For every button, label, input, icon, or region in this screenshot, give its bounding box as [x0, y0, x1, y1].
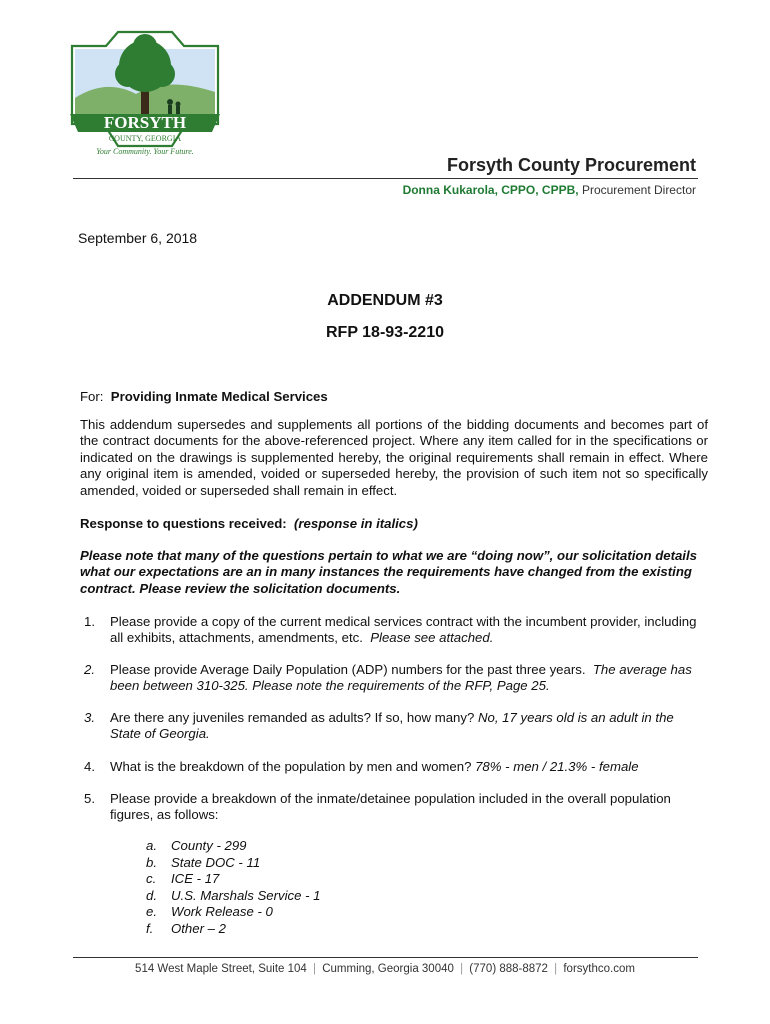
item-text: U.S. Marshals Service - 1 [171, 887, 321, 903]
answer-text: No, 17 years old is an adult in the State of Georgia. [110, 710, 674, 742]
notice-paragraph: Please note that many of the questions pertain to what we are “doing now”, our solicitation details what our expectations are an in many instances the requirements have changed from the existing contract. Please review the solicitation documents. [80, 548, 697, 596]
footer-separator: | [460, 963, 464, 975]
footer-divider [73, 957, 698, 958]
footer-city: Cumming, Georgia 30040 [322, 963, 454, 975]
question-text: Please provide Average Daily Population (ADP) numbers for the past three years. [110, 662, 586, 677]
list-item [146, 921, 321, 938]
breakdown-list [146, 838, 321, 938]
for-label: For: [80, 389, 104, 404]
for-line [80, 389, 708, 405]
list-item [146, 871, 321, 888]
answer-text: Please see attached. [370, 630, 494, 646]
question-text: Please provide a breakdown of the inmate/detainee population included in the overall population figures, as follows: [110, 791, 671, 823]
letter-date: September 6, 2018 [78, 230, 198, 246]
header-title: Forsyth County Procurement [446, 155, 696, 175]
director-title: Procurement Director [581, 183, 696, 197]
question-text: What is the breakdown of the population by men and women? [110, 759, 472, 774]
logo-people [167, 99, 173, 105]
footer-website[interactable]: forsythco.com [563, 963, 635, 975]
footer-separator: | [313, 963, 316, 975]
question-number: 2. [84, 662, 95, 677]
list-item [146, 838, 321, 855]
question-number: 3. [84, 710, 95, 725]
item-text: ICE - 17 [171, 871, 220, 887]
header-director [403, 183, 696, 197]
rfp-number: RFP 18-93-2210 [326, 324, 444, 341]
item-letter: b. [146, 854, 157, 870]
answer-text: The average has been between 310-325. Please note the requirements of the RFP, Page 25. [110, 662, 692, 694]
footer-address: 514 West Maple Street, Suite 104 [135, 963, 307, 975]
logo-name-text: FORSYTH [103, 113, 187, 132]
question-item [80, 662, 708, 695]
answer-text: 78% - men / 21.3% - female [475, 759, 639, 774]
for-value: Providing Inmate Medical Services [110, 389, 328, 404]
item-text: County - 299 [171, 838, 247, 853]
logo-tagline: Your Community. Your Future. [96, 147, 194, 156]
list-item [146, 888, 321, 905]
item-letter: e. [146, 904, 157, 920]
question-text: Are there any juveniles remanded as adults? If so, how many? [110, 710, 475, 725]
question-item [80, 791, 708, 824]
footer-contact [0, 963, 770, 975]
item-text: Work Release - 0 [171, 904, 273, 920]
question-text: Please provide a copy of the current medical services contract with the incumbent provider, including all exhibits, attachments, amendments, etc. [110, 614, 697, 646]
response-label: Response to questions received: [80, 516, 287, 531]
question-number: 1. [84, 614, 95, 629]
item-letter: c. [146, 871, 157, 887]
item-letter: f. [146, 920, 154, 936]
item-letter: a. [146, 838, 157, 853]
intro-paragraph: This addendum supersedes and supplements all portions of the bidding documents and becomes part of the contract documents for the above-referenced project. Where any item called for in the specifications or indicated on the drawings is supplemented hereby, the original requirements shall remain in effect. Where any original item is amended, voided or superseded hereby, the provision of such item not so specifically amended, voided or superseded shall remain in effect. [80, 417, 708, 498]
header-divider [73, 178, 698, 179]
logo-sub-text: COUNTY, GEORGIA [108, 134, 182, 143]
footer-separator: | [554, 963, 558, 975]
response-note: (response in italics) [294, 516, 418, 531]
question-item [80, 759, 708, 775]
question-number: 4. [84, 759, 95, 774]
response-heading [80, 516, 708, 532]
list-item [146, 855, 321, 872]
question-number: 5. [84, 791, 95, 806]
list-item [146, 904, 321, 921]
addendum-title: ADDENDUM #3 [327, 292, 443, 309]
director-name: Donna Kukarola, CPPO, CPPB, [402, 183, 579, 197]
item-letter: d. [146, 887, 157, 903]
item-text: State DOC - 11 [171, 854, 261, 870]
footer-phone: (770) 888-8872 [469, 963, 548, 975]
item-text: Other – 2 [171, 920, 226, 936]
question-item [80, 710, 708, 743]
question-item [80, 614, 708, 647]
forsyth-county-logo [66, 28, 224, 160]
